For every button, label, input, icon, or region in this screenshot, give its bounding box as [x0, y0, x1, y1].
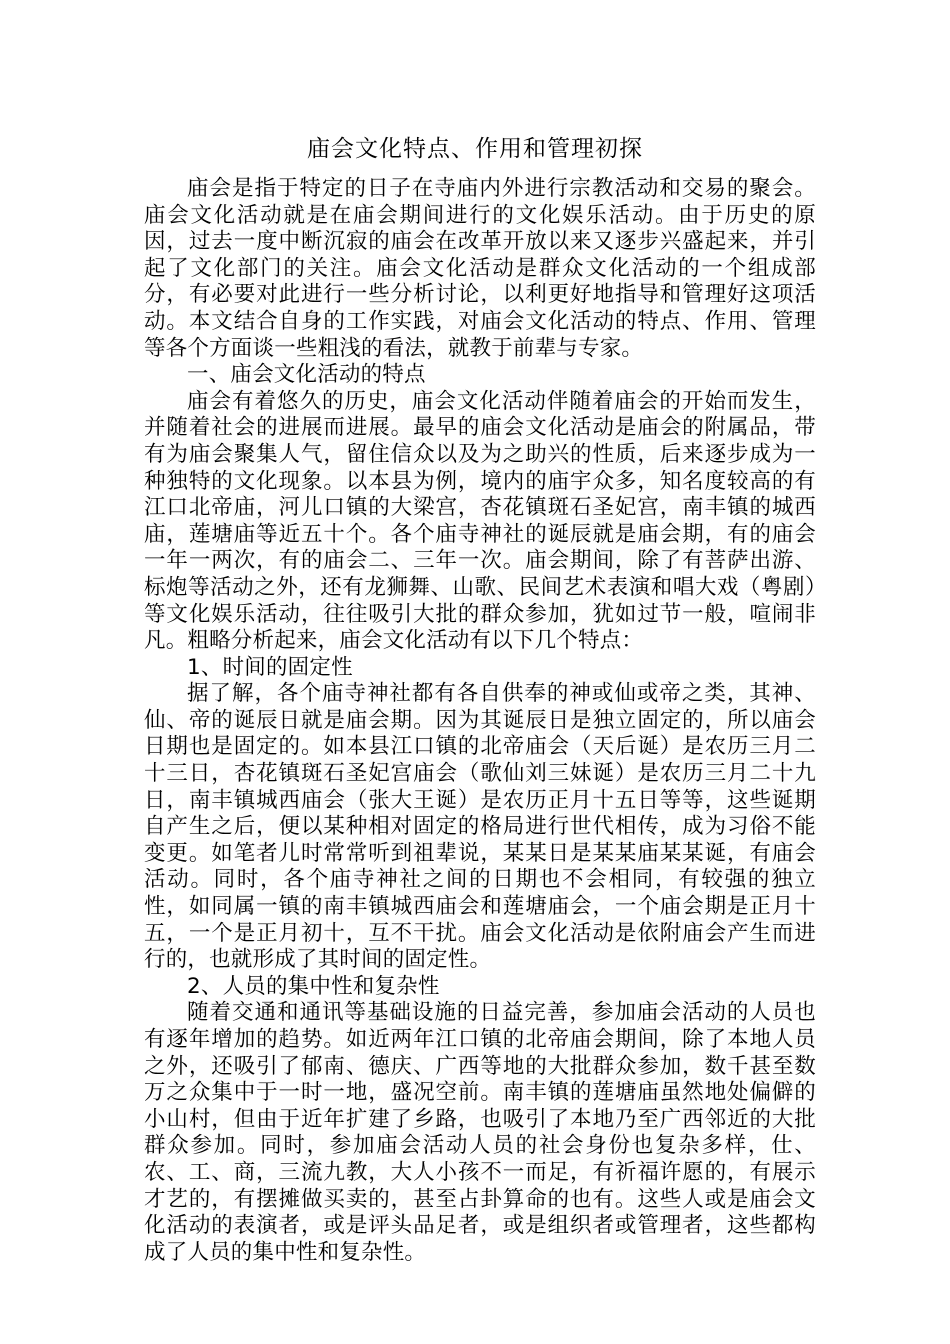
section-heading-characteristics: 一、庙会文化活动的特点: [187, 362, 426, 388]
paragraph-crowd-complexity: 随着交通和通讯等基础设施的日益完善，参加庙会活动的人员也有逐年增加的趋势。如近两年江口镇的北帝庙会期间，除了本地人员之外，还吸引了郁南、德庆、广西等地的大批群众参加，数千甚至数万之众集中于一时一地，盛况空前。南丰镇的莲塘庙虽然地处偏僻的小山村，但由于近年扩建了乡路，也吸引了本地乃至广西邻近的大批群众参加。同时，参加庙会活动人员的社会身份也复杂多样，仕、农、工、商，三流九教，大人小孩不一而足，有祈福许愿的，有展示才艺的，有摆摊做买卖的，甚至占卦算命的也有。这些人或是庙会文化活动的表演者，或是评头品足者，或是组织者或管理者，这些都构成了人员的集中性和复杂性。: [144, 1000, 816, 1265]
document-title: 庙会文化特点、作用和管理初探: [307, 136, 643, 162]
paragraph-fixed-time: 据了解，各个庙寺神社都有各自供奉的神或仙或帝之类，其神、仙、帝的诞辰日就是庙会期。因为其诞辰日是独立固定的，所以庙会日期也是固定的。如本县江口镇的北帝庙会（天后诞）是农历三月二十三日，杏花镇斑石圣妃宫庙会（歌仙刘三妹诞）是农历三月二十九日，南丰镇城西庙会（张大王诞）是农历正月十五日等等，这些诞期自产生之后，便以某种相对固定的格局进行世代相传，成为习俗不能变更。如笔者儿时常常听到祖辈说，某某日是某某庙某某诞，有庙会活动。同时，各个庙寺神社之间的日期也不会相同，有较强的独立性，如同属一镇的南丰镇城西庙会和莲塘庙会，一个庙会期是正月十五，一个是正月初十，互不干扰。庙会文化活动是依附庙会产生而进行的，也就形成了其时间的固定性。: [144, 681, 816, 973]
subheading-crowd-complexity: 2、人员的集中性和复杂性: [187, 973, 440, 999]
document-body: [144, 176, 816, 1266]
intro-paragraph: 庙会是指于特定的日子在寺庙内外进行宗教活动和交易的聚会。庙会文化活动就是在庙会期间进行的文化娱乐活动。由于历史的原因，过去一度中断沉寂的庙会在改革开放以来又逐步兴盛起来，并引起了文化部门的关注。庙会文化活动是群众文化活动的一个组成部分，有必要对此进行一些分析讨论，以利更好地指导和管理好这项活动。本文结合自身的工作实践，对庙会文化活动的特点、作用、管理等各个方面谈一些粗浅的看法，就教于前辈与专家。: [144, 176, 816, 361]
section-paragraph-characteristics: 庙会有着悠久的历史，庙会文化活动伴随着庙会的开始而发生，并随着社会的进展而进展。最早的庙会文化活动是庙会的附属品，带有为庙会聚集人气，留住信众以及为之助兴的性质，后来逐步成为一种独特的文化现象。以本县为例，境内的庙宇众多，知名度较高的有江口北帝庙，河儿口镇的大梁宫，杏花镇斑石圣妃宫，南丰镇的城西庙，莲塘庙等近五十个。各个庙寺神社的诞辰就是庙会期，有的庙会一年一两次，有的庙会二、三年一次。庙会期间，除了有菩萨出游、标炮等活动之外，还有龙狮舞、山歌、民间艺术表演和唱大戏（粤剧）等文化娱乐活动，往往吸引大批的群众参加，犹如过节一般，喧闹非凡。粗略分析起来，庙会文化活动有以下几个特点：: [144, 388, 816, 654]
subheading-fixed-time: 1、时间的固定性: [187, 654, 353, 680]
